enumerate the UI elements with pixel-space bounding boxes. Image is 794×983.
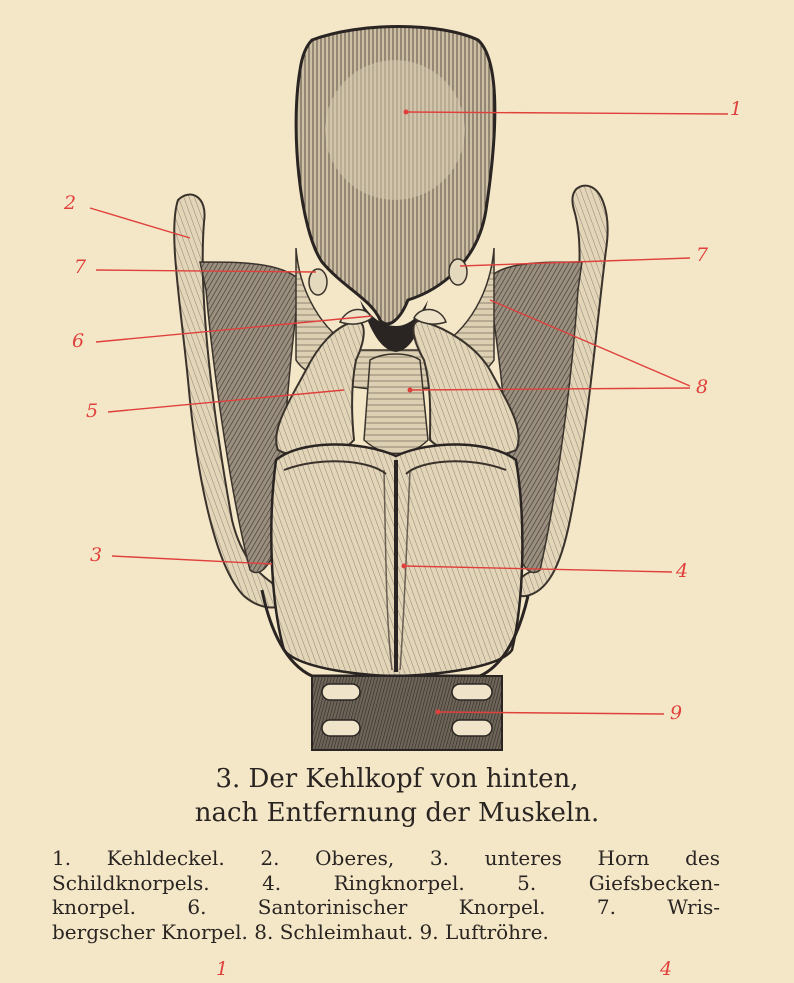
caption-title-line-2: nach Entfernung der Muskeln. (194, 798, 600, 828)
legend-line-4: bergscher Knorpel. 8. Schleimhaut. 9. Luftröhre. (52, 919, 549, 944)
callout-5: 5 (86, 400, 99, 422)
legend-line-1: 1. Kehldeckel. 2. Oberes, 3. unteres Horn des (52, 846, 720, 870)
callout-1: 1 (730, 98, 743, 120)
legend-line-2: Schildknorpels. 4. Ringknorpel. 5. Giefsbecken- (52, 870, 720, 895)
next-figure-label-4: 4 (660, 958, 673, 980)
callout-4: 4 (676, 560, 689, 582)
callout-6: 6 (72, 330, 85, 352)
cuneiform-left (309, 269, 327, 295)
callout-9: 9 (670, 702, 683, 724)
callout-3: 3 (90, 544, 103, 566)
callout-8: 8 (696, 376, 709, 398)
figure-legend (52, 846, 720, 944)
figure-caption (0, 762, 794, 830)
caption-title-line-1: 3. Der Kehlkopf von hinten, (215, 764, 579, 794)
next-figure-label-1: 1 (216, 958, 229, 980)
callout-7-right: 7 (696, 244, 709, 266)
callout-2: 2 (64, 192, 77, 214)
callout-7-left: 7 (74, 256, 87, 278)
interarytenoid-mucosa (364, 354, 428, 454)
cuneiform-right (449, 259, 467, 285)
legend-line-3: knorpel. 6. Santorinischer Knorpel. 7. Wris- (52, 895, 720, 919)
